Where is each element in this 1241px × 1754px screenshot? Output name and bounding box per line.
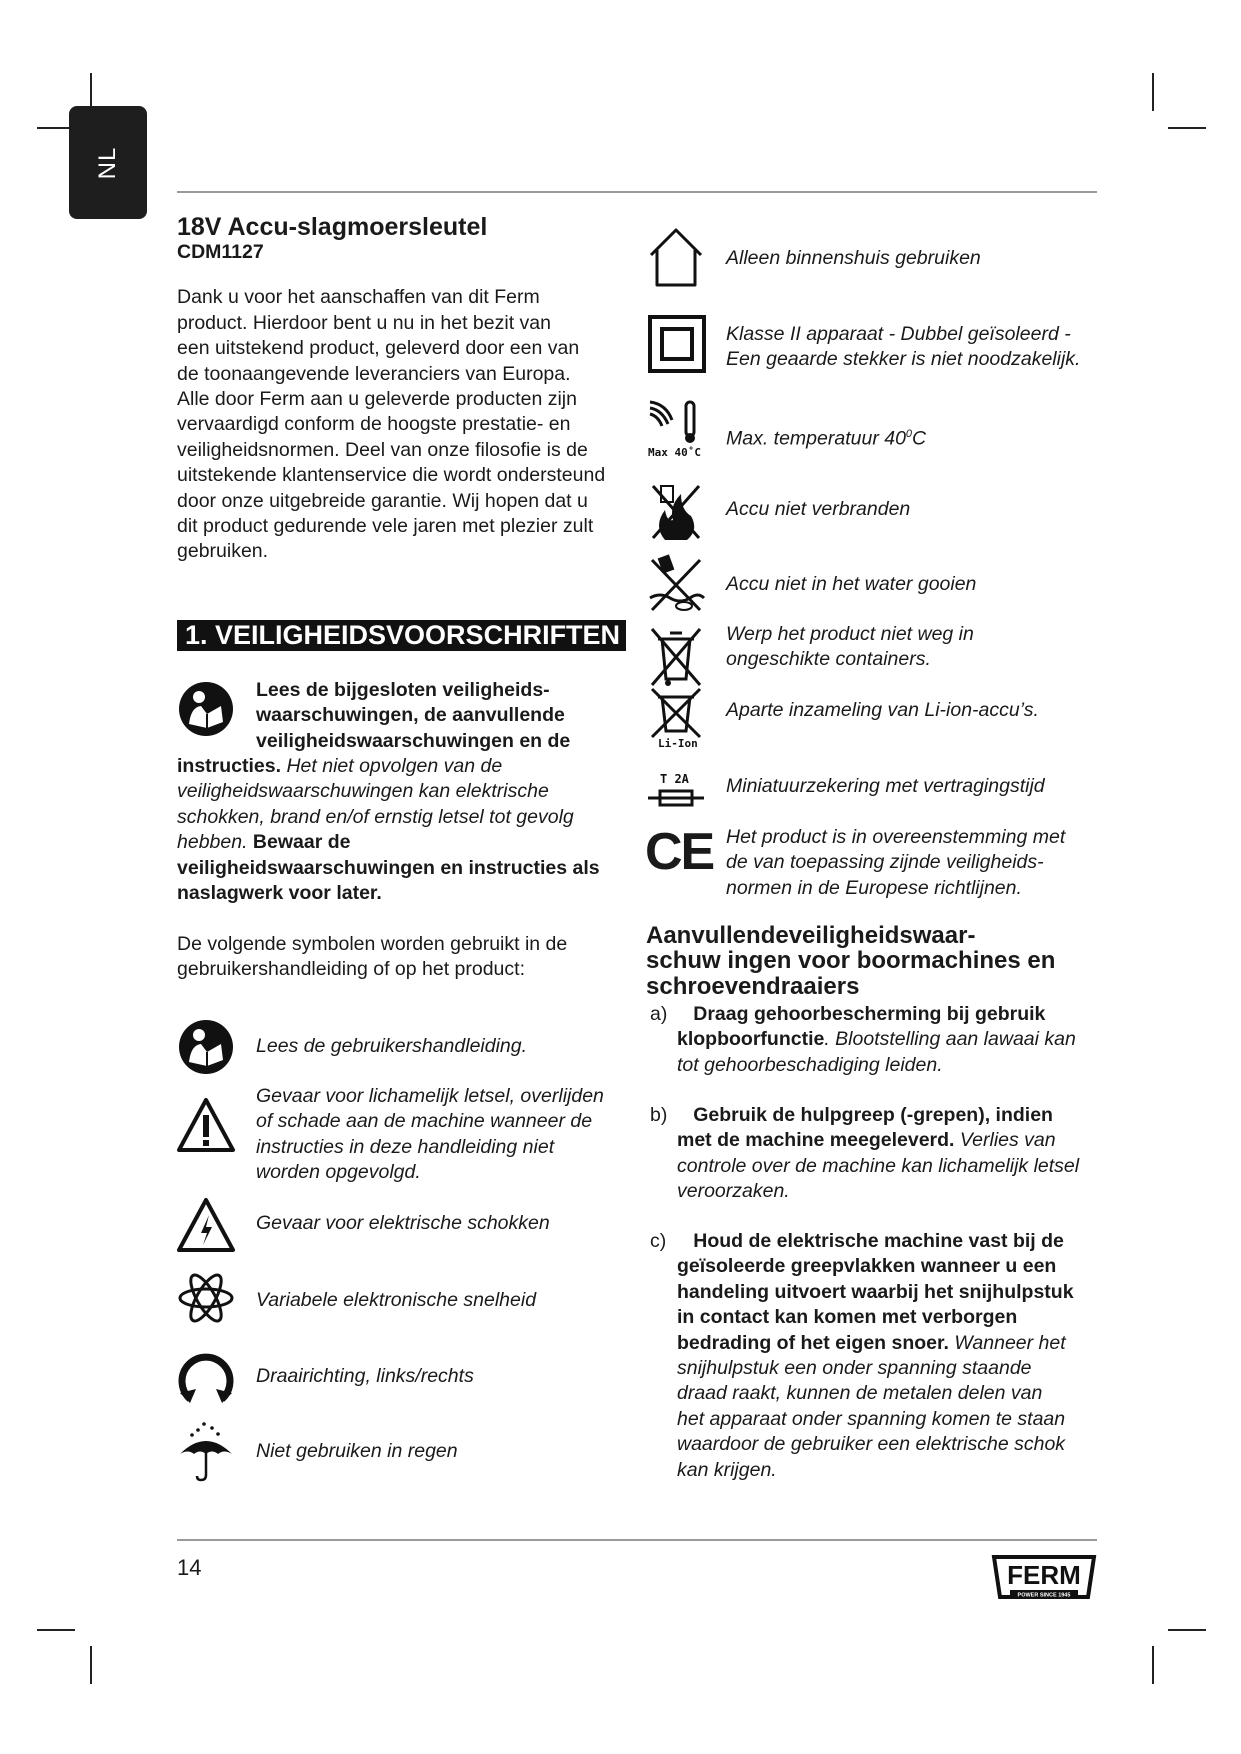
warning-text: instructies. Het niet opvolgen van de veiligheidswaarschuwingen kan elektrische schokken, brand en/of ernstig letsel tot gevolg hebben. Bewaar de veiligheidswaarschuwingen en instructies als naslagwerk voor later. [177,755,600,905]
symbol-label-bin: Werp het product niet weg in ongeschikte containers. [726,623,974,671]
model-number: CDM1127 [177,241,264,263]
crop-mark [1168,1629,1206,1631]
crop-mark [1168,127,1206,129]
ferm-logo [990,1553,1098,1603]
rotation-icon [176,1347,236,1405]
symbol-label-class-ii: Klasse II apparaat - Dubbel geïsoleerd - Een geaarde stekker is niet noodzakelijk. [726,323,1081,371]
atom-icon [177,1270,235,1326]
crop-mark [1152,1646,1154,1684]
electric-shock-icon [176,1197,236,1253]
symbols-intro: De volgende symbolen worden gebruikt in de gebruikershandleiding of op het product: [177,933,568,981]
safety-item-b: b) Gebruik de hulpgreep (-grepen), indien met de machine meegeleverd. Verlies van controle over de machine kan lichamelijk letsel veroorzaken. [650,1104,1080,1203]
section-heading-safety: 1. VEILIGHEIDSVOORSCHRIFTEN [177,620,626,651]
thermometer-icon [646,398,706,460]
no-fire-icon [647,480,705,542]
safety-item-c: c) Houd de elektrische machine vast bij de geïsoleerde greepvlakken wanneer u een handeling uitvoert waarbij het snijhulpstuk in contact kan komen met verborgen bedrading of het eigen snoer. Wanneer het snijhulpstuk een onder spanning staande draad raakt, kunnen de metalen delen van het apparaat onder spanning komen te staan waardoor de gebruiker een elektrische schok kan krijgen. [650,1230,1074,1481]
warning-triangle-icon [176,1097,236,1153]
logo-brand: FERM [1007,1560,1081,1590]
language-label: NL [94,146,121,179]
li-ion-bin-icon-label: Li-Ion [658,737,698,749]
fuse-icon-label: T 2A [660,772,689,786]
symbol-label-no-water: Accu niet in het water gooien [726,573,977,595]
additional-safety-heading: Aanvullendeveiligheidswaar- schuw ingen voor boormachines en schroevendraaiers [646,922,1056,1000]
header-rule [177,191,1097,193]
symbol-label-rotation: Draairichting, links/rechts [256,1365,474,1387]
symbol-label-rain: Niet gebruiken in regen [256,1440,458,1462]
no-water-icon [646,552,706,614]
ce-icon: CE [645,823,714,881]
safety-item-a: a) Draag gehoorbescherming bij gebruik klopboorfunctie. Blootstelling aan lawaai kan tot gehoorbeschadiging leiden. [650,1003,1076,1076]
crossed-bin-icon [648,625,704,687]
class-ii-icon [648,315,706,373]
house-icon [647,227,705,289]
umbrella-rain-icon [176,1420,236,1482]
footer-rule [177,1539,1097,1541]
manual-icon [177,680,235,738]
crop-mark [1152,73,1154,111]
symbol-label-indoor: Alleen binnenshuis gebruiken [726,247,981,269]
fuse-icon [646,771,706,811]
symbol-label-fuse: Miniatuurzekering met vertragingstijd [726,775,1045,797]
page-number: 14 [177,1555,202,1580]
symbol-label-manual: Lees de gebruikershandleiding. [256,1035,528,1057]
symbol-label-warning: Gevaar voor lichamelijk letsel, overlijden of schade aan de machine wanneer de instructies in deze handleiding niet worden opgevolgd. [256,1085,604,1184]
warning-bold-lead: Lees de bijgesloten veiligheids- waarschuwingen, de aanvullende veiligheidswaarschuwingen en de [256,679,571,752]
crop-mark [37,1629,75,1631]
symbol-label-speed: Variabele elektronische snelheid [256,1289,537,1311]
symbol-label-temperature: Max. temperatuur $40^0C$ [726,427,927,450]
crop-mark [90,1646,92,1684]
thermometer-icon-label: Max 40˚C [648,446,701,459]
product-title: 18V Accu-slagmoersleutel [177,213,488,241]
intro-paragraph: Dank u voor het aanschaffen van dit Ferm product. Hierdoor bent u nu in het bezit van een uitstekend product, geleverd door een van de toonaangevende leveranciers van Europa. Alle door Ferm aan u geleverde producten zijn vervaardigd conform de hoogste prestatie- en veiligheidsnormen. Deel van onze filosofie is de uitstekende klantenservice die wordt ondersteund door onze uitgebreide garantie. Wij hopen dat u dit product gedurende vele jaren met plezier zult gebruiken. [177,286,606,563]
symbol-label-shock: Gevaar voor elektrische schokken [256,1212,550,1234]
left-column [177,212,627,565]
language-tab [69,106,147,219]
manual-icon [177,1018,235,1076]
li-ion-bin-icon [648,687,704,749]
symbol-label-li-ion: Aparte inzameling van Li-ion-accu’s. [726,699,1039,721]
logo-tagline: POWER SINCE 1945 [1017,1592,1071,1599]
symbol-label-ce: Het product is in overeenstemming met de van toepassing zijnde veiligheids- normen in de Europese richtlijnen. [726,826,1066,899]
symbol-label-no-fire: Accu niet verbranden [726,498,911,520]
